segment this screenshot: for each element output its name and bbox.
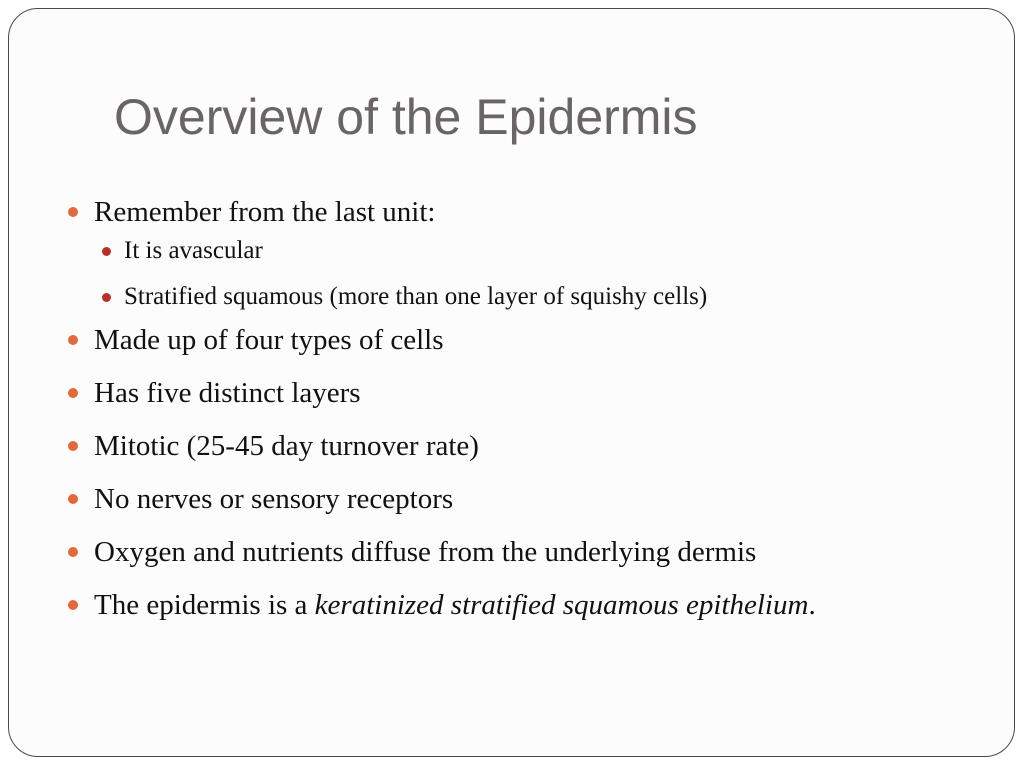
bullet-icon <box>68 388 78 398</box>
sub-bullet-icon <box>102 293 111 302</box>
list-item <box>62 586 1002 624</box>
list-item <box>62 533 1002 571</box>
bullet-icon <box>68 494 78 504</box>
list-item-text-emphasis: keratinized stratified squamous epithelium <box>314 589 809 621</box>
sub-list-item-text: It is avascular <box>124 237 263 264</box>
bullet-icon <box>68 600 78 610</box>
slide <box>8 8 1015 757</box>
list-item <box>62 374 1002 412</box>
list-item <box>62 321 1002 359</box>
list-item <box>62 193 1002 313</box>
bullet-icon <box>68 207 78 217</box>
list-item <box>62 480 1002 518</box>
sub-bullet-list <box>94 235 1002 313</box>
bullet-icon <box>68 441 78 451</box>
sub-list-item <box>94 281 1002 313</box>
list-item-text: Mitotic (25-45 day turnover rate) <box>94 430 479 462</box>
list-item-text-suffix: . <box>808 589 816 621</box>
list-item <box>62 427 1002 465</box>
list-item-text: No nerves or sensory receptors <box>94 483 454 515</box>
sub-bullet-icon <box>102 247 111 256</box>
sub-list-item <box>94 235 1002 267</box>
bullet-list <box>62 193 1002 624</box>
list-item-text-prefix: The epidermis is a <box>94 589 315 621</box>
bullet-icon <box>68 547 78 557</box>
list-item-text: Made up of four types of cells <box>94 324 444 356</box>
list-item-text: Oxygen and nutrients diffuse from the underlying dermis <box>94 536 757 568</box>
sub-list-item-text: Stratified squamous (more than one layer of squishy cells) <box>124 283 708 310</box>
slide-title: Overview of the Epidermis <box>114 89 698 145</box>
list-item-text: Remember from the last unit: <box>94 196 436 228</box>
list-item-text: Has five distinct layers <box>94 377 361 409</box>
bullet-icon <box>68 335 78 345</box>
slide-content <box>62 193 1002 639</box>
